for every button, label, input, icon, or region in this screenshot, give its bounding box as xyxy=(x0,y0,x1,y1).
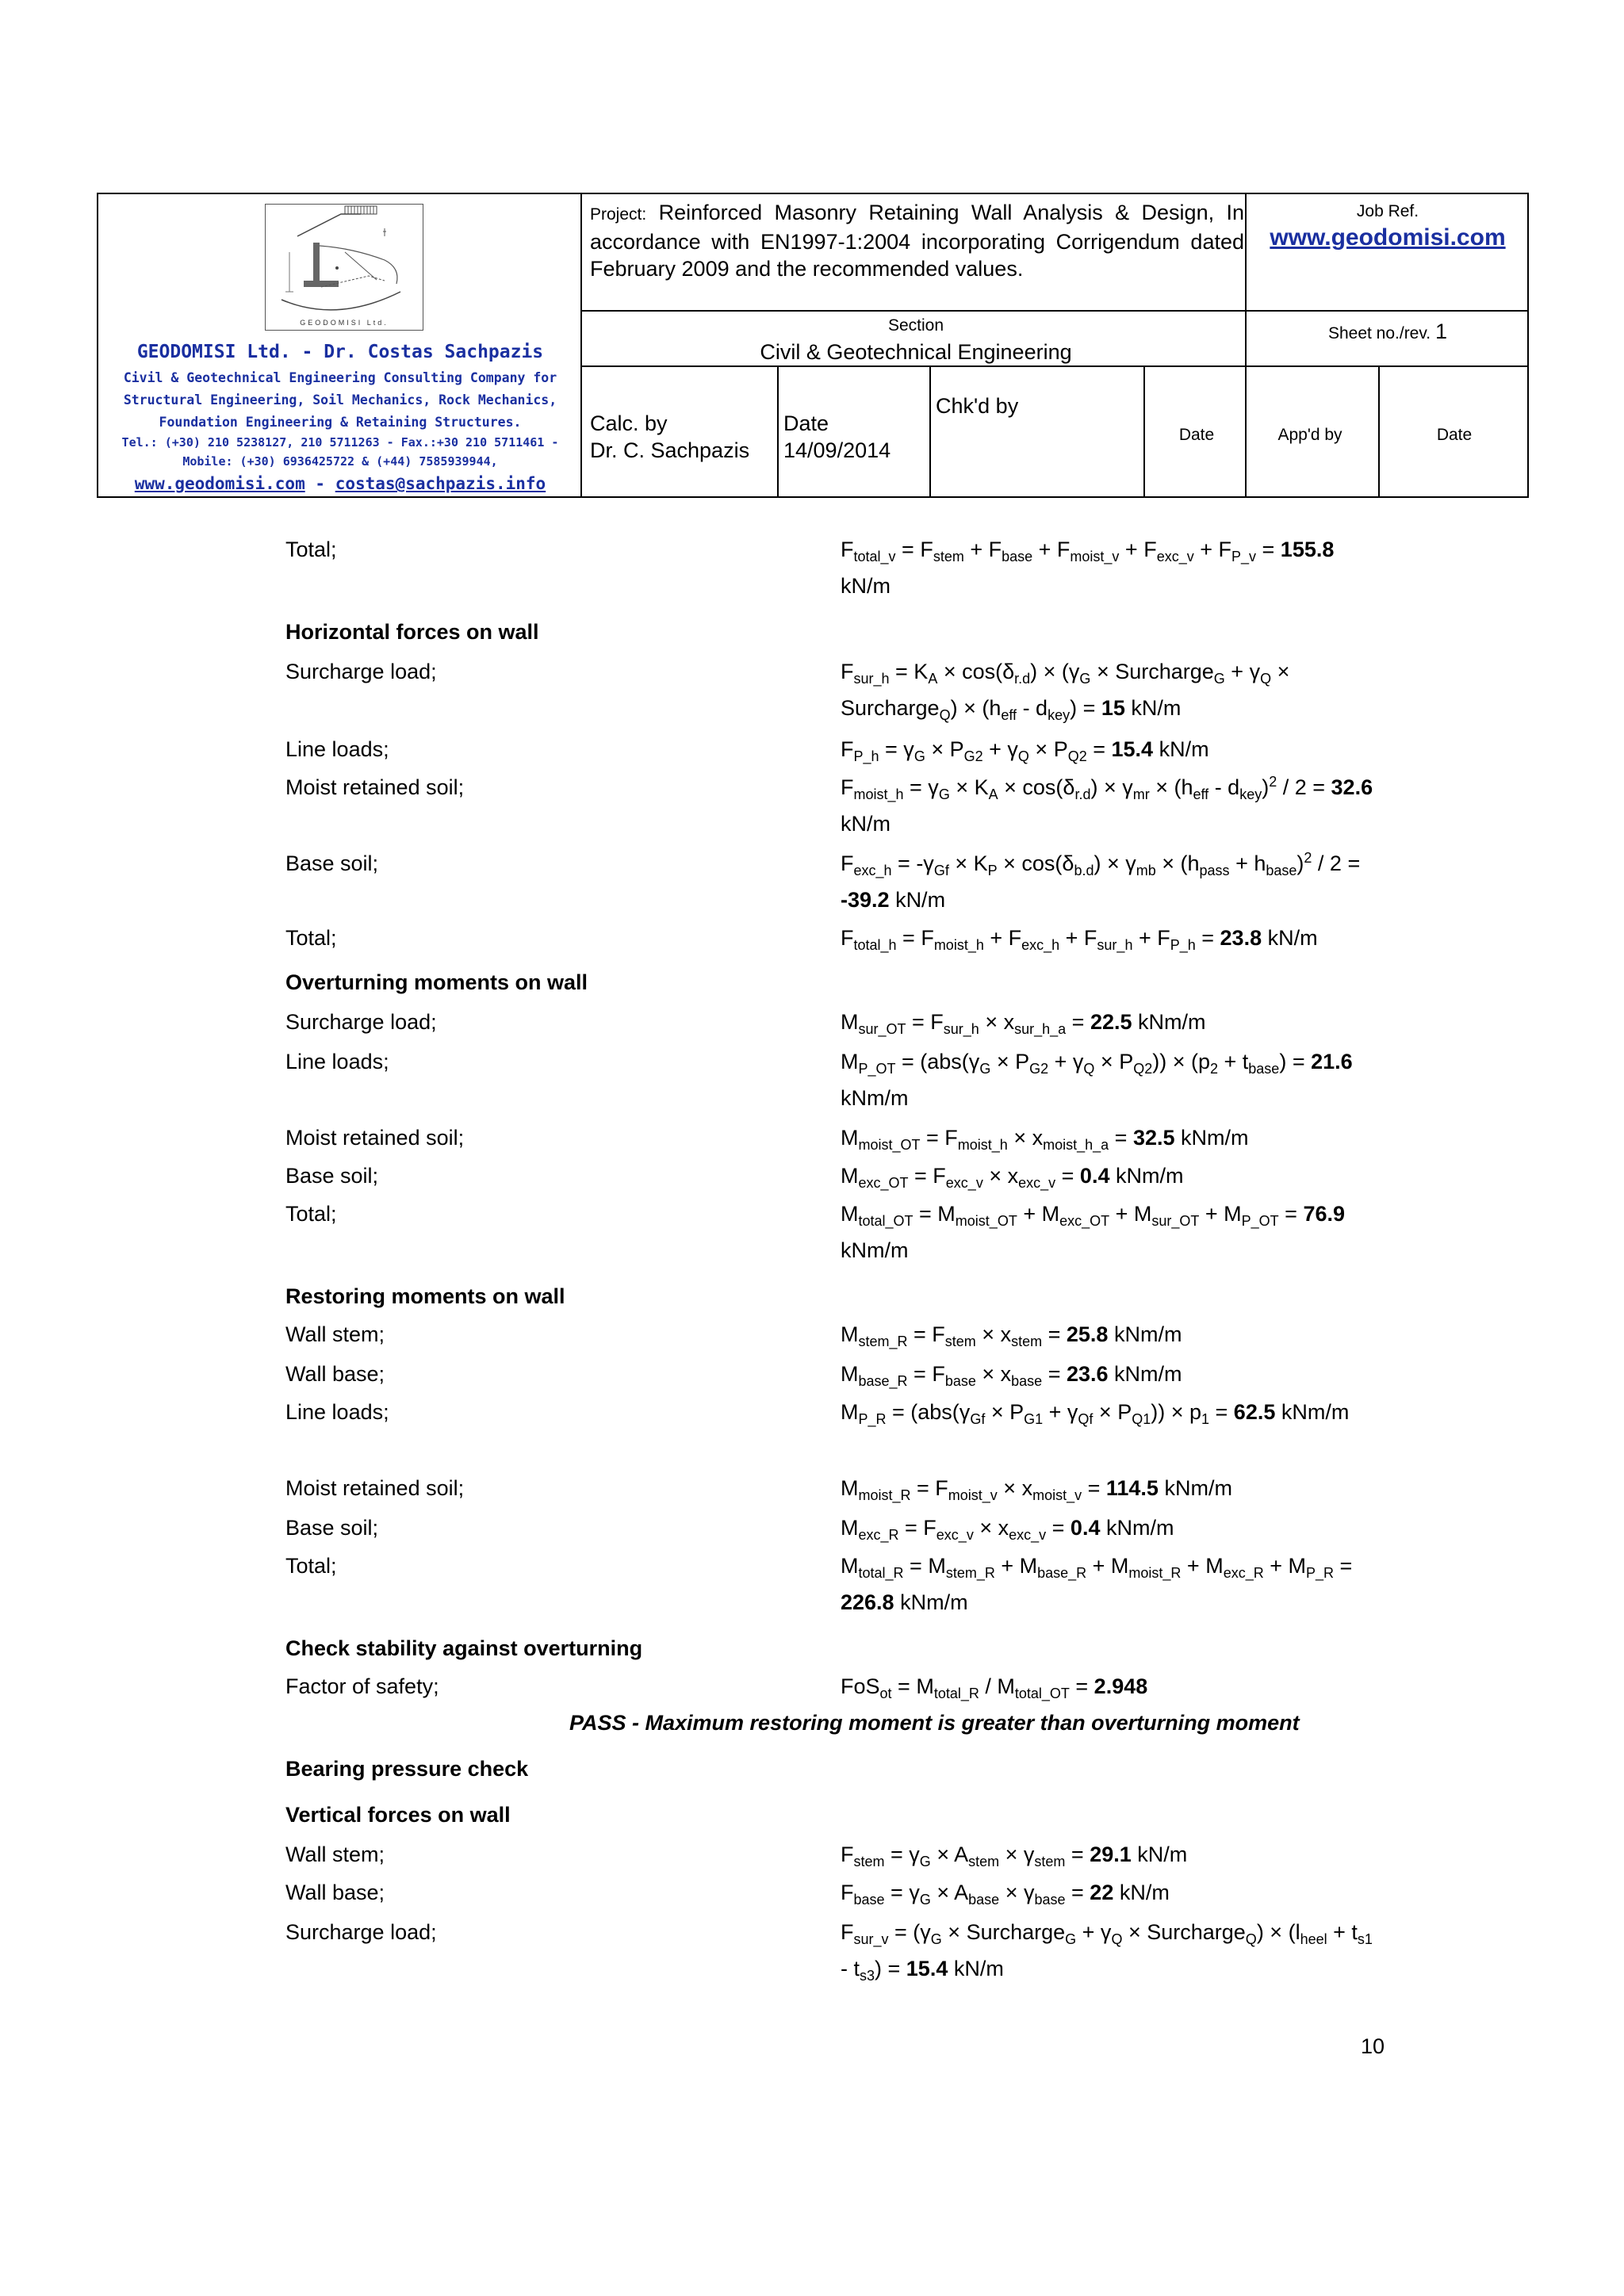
result-unit: kN/m xyxy=(1131,696,1182,720)
divider xyxy=(580,365,1529,367)
sheet-field xyxy=(1247,320,1529,344)
company-website-link[interactable]: www.geodomisi.com xyxy=(134,474,305,493)
sheet-label: Sheet no./rev. xyxy=(1327,324,1431,342)
result-unit: kN/m xyxy=(895,888,946,912)
page-number: 10 xyxy=(1361,2034,1385,2058)
result-unit: kNm/m xyxy=(1281,1400,1350,1424)
section-heading: Check stability against overturning xyxy=(285,1636,643,1660)
equation: $F_{total\_v} = F_{stem} + F_{base} + F_{moist\_v} + F_{exc\_v} + F_{P\_v} = 155.8$ kN/m xyxy=(841,538,1335,598)
result-unit: kN/m xyxy=(1159,737,1209,761)
result-value: 2.948 xyxy=(1094,1674,1148,1698)
row-label: Total; xyxy=(285,538,337,561)
row-label: Wall stem; xyxy=(285,1322,385,1346)
result-unit: kNm/m xyxy=(1181,1126,1249,1150)
calc-by-label: Calc. by xyxy=(590,411,668,435)
result-value: 22.5 xyxy=(1090,1010,1132,1034)
equation: $M_{sur\_OT} = F_{sur\_h} \times x_{sur\_h\_a} = 22.5$ kNm/m xyxy=(841,1010,1206,1037)
row-label: Factor of safety; xyxy=(285,1674,439,1698)
section-value: Civil & Geotechnical Engineering xyxy=(760,340,1072,364)
project-label: Project: xyxy=(590,205,647,224)
sheet-value: 1 xyxy=(1435,320,1448,343)
result-value: 32.6 xyxy=(1331,775,1373,799)
result-unit: kNm/m xyxy=(1114,1362,1182,1386)
date-field xyxy=(783,410,891,464)
result-value: 22 xyxy=(1090,1881,1114,1904)
row-label: Surcharge load; xyxy=(285,1920,437,1944)
result-value: 32.5 xyxy=(1132,1126,1175,1150)
company-email-link[interactable]: costas@sachpazis.info xyxy=(335,474,546,493)
equation: $M_{exc\_R} = F_{exc\_v} \times x_{exc\_v} = 0.4$ kNm/m xyxy=(841,1516,1174,1543)
result-unit: kNm/m xyxy=(1115,1164,1184,1188)
row-label: Line loads; xyxy=(285,1400,389,1424)
result-value: 25.8 xyxy=(1066,1322,1109,1346)
result-unit: kNm/m xyxy=(841,1238,909,1262)
section-heading: Bearing pressure check xyxy=(285,1757,529,1781)
row-label: Wall base; xyxy=(285,1881,385,1904)
result-value: 0.4 xyxy=(1070,1516,1101,1540)
company-line: Tel.: (+30) 210 5238127, 210 5711263 - Fax.:+30 210 5711461 - xyxy=(121,435,559,450)
equation: $F_{exc\_h} = -\gamma_{Gf} \times K_P \times \cos(\delta_{b.d}) \times \gamma_{mb} \times (h_{pass} + h_{base})^2 / 2 = -39.2$ kN/m xyxy=(841,850,1361,912)
equation: $M_{moist\_OT} = F_{moist\_h} \times x_{moist\_h\_a} = 32.5$ kNm/m xyxy=(841,1126,1249,1153)
date-label: Date xyxy=(783,411,829,435)
row-label: Wall stem; xyxy=(285,1843,385,1866)
project-text: Reinforced Masonry Retaining Wall Analysis & Design, In accordance with EN1997-1:2004 incorporating Corrigendum dated February 2009 and the recommended values. xyxy=(590,201,1244,281)
logo-tagline: GEODOMISI Ltd. xyxy=(300,319,389,327)
company-links xyxy=(98,474,582,493)
result-value: 21.6 xyxy=(1311,1050,1353,1073)
row-label: Base soil; xyxy=(285,1164,379,1188)
row-label: Base soil; xyxy=(285,851,379,875)
row-label: Moist retained soil; xyxy=(285,1476,465,1500)
divider xyxy=(580,310,1529,312)
equation: $M_{moist\_R} = F_{moist\_v} \times x_{moist\_v} = 114.5$ kNm/m xyxy=(841,1476,1232,1503)
equation: $M_{exc\_OT} = F_{exc\_v} \times x_{exc\_v} = 0.4$ kNm/m xyxy=(841,1164,1184,1191)
result-value: 76.9 xyxy=(1303,1202,1346,1226)
result-unit: kNm/m xyxy=(900,1590,968,1614)
result-value: 155.8 xyxy=(1280,538,1335,561)
section-heading: Overturning moments on wall xyxy=(285,970,588,994)
result-value: 15.4 xyxy=(906,1957,948,1980)
equation: $F_{sur\_h} = K_A \times \cos(\delta_{r.d}) \times (\gamma_G$ × Surcharge$_G$ + $\gamma_Q$ × Surcharge$_Q$) × $(h_{eff} - d_{key}) = 15$ kN/m xyxy=(841,660,1290,723)
job-ref-label: Job Ref. xyxy=(1356,202,1419,220)
result-value: 226.8 xyxy=(841,1590,894,1614)
retaining-wall-logo-icon xyxy=(266,205,423,330)
date-value: 14/09/2014 xyxy=(783,438,891,462)
result-value: 29.1 xyxy=(1090,1843,1132,1866)
result-value: 23.8 xyxy=(1220,926,1262,950)
result-unit: kN/m xyxy=(1137,1843,1188,1866)
row-label: Base soil; xyxy=(285,1516,379,1540)
equation: $M_{total\_OT} = M_{moist\_OT} + M_{exc\_OT} + M_{sur\_OT} + M_{P\_OT} = 76.9$ kNm/m xyxy=(841,1202,1346,1262)
result-value: 15 xyxy=(1101,696,1125,720)
calc-by-field xyxy=(590,410,749,464)
job-ref-link[interactable]: www.geodomisi.com xyxy=(1270,224,1506,251)
company-name: GEODOMISI Ltd. - Dr. Costas Sachpazis xyxy=(136,342,544,362)
company-line: Foundation Engineering & Retaining Structures. xyxy=(159,415,522,430)
company-line: Mobile: (+30) 6936425722 & (+44) 7585939944, xyxy=(182,454,498,469)
section-label: Section xyxy=(887,316,944,335)
row-label: Total; xyxy=(285,1554,337,1578)
equation: $M_{P\_R} = (abs(\gamma_{Gf} \times P_{G1} + \gamma_{Qf} \times P_{Q1})) \times p_1 = 62.5$ kNm/m xyxy=(841,1400,1350,1427)
result-unit: kN/m xyxy=(953,1957,1004,1980)
result-unit: kNm/m xyxy=(1138,1010,1206,1034)
approved-by-label: App'd by xyxy=(1277,426,1342,444)
result-unit: kN/m xyxy=(1267,926,1318,950)
row-label: Surcharge load; xyxy=(285,660,437,683)
equation: $F_{moist\_h} = \gamma_G \times K_A \times \cos(\delta_{r.d}) \times \gamma_{mr} \times (h_{eff} - d_{key})^2 / 2 = 32.6$ kN/m xyxy=(841,774,1373,836)
header-table xyxy=(97,193,1529,498)
project-field xyxy=(590,199,1244,282)
result-unit: kN/m xyxy=(841,574,891,598)
result-unit: kNm/m xyxy=(841,1086,909,1110)
result-value: -39.2 xyxy=(841,888,890,912)
divider xyxy=(929,365,931,496)
row-label: Line loads; xyxy=(285,737,389,761)
calc-by-value: Dr. C. Sachpazis xyxy=(590,438,750,462)
checked-by-label: Chk'd by xyxy=(936,394,1019,418)
link-separator: - xyxy=(315,474,326,493)
equation: $M_{total\_R} = M_{stem\_R} + M_{base\_R} + M_{moist\_R} + M_{exc\_R} + M_{P\_R} = 226.8$ kNm/m xyxy=(841,1554,1353,1614)
equation: $F_{P\_h} = \gamma_G \times P_{G2} + \gamma_Q \times P_{Q2} = 15.4$ kN/m xyxy=(841,737,1209,764)
result-unit: kNm/m xyxy=(1113,1322,1182,1346)
row-label: Total; xyxy=(285,1202,337,1226)
equation: $F_{total\_h} = F_{moist\_h} + F_{exc\_h} + F_{sur\_h} + F_{P\_h} = 23.8$ kN/m xyxy=(841,926,1318,953)
company-logo xyxy=(265,204,423,331)
equation: $F_{stem} = \gamma_G \times A_{stem} \times \gamma_{stem} = 29.1$ kN/m xyxy=(841,1843,1188,1869)
company-line: Civil & Geotechnical Engineering Consulting Company for xyxy=(123,370,557,385)
company-line: Structural Engineering, Soil Mechanics, Rock Mechanics, xyxy=(123,392,557,408)
equation: $F_{sur\_v} = (\gamma_G$ × Surcharge$_G$ + $\gamma_Q$ × Surcharge$_Q$) × $(l_{heel} + t_{s1} - t_{s3}) = 15.4$ kN/m xyxy=(841,1920,1373,1984)
company-block xyxy=(98,194,582,496)
row-label: Wall base; xyxy=(285,1362,385,1386)
equation: $M_{base\_R} = F_{base} \times x_{base} = 23.6$ kNm/m xyxy=(841,1362,1182,1389)
checked-date-label: Date xyxy=(1178,426,1215,444)
row-label: Total; xyxy=(285,926,337,950)
equation: $F_{base} = \gamma_G \times A_{base} \times \gamma_{base} = 22$ kN/m xyxy=(841,1881,1170,1908)
result-value: 114.5 xyxy=(1105,1476,1159,1500)
result-unit: kNm/m xyxy=(1105,1516,1174,1540)
approved-date-label: Date xyxy=(1436,426,1473,444)
result-value: 0.4 xyxy=(1079,1164,1110,1188)
section-heading: Restoring moments on wall xyxy=(285,1284,565,1308)
result-value: 23.6 xyxy=(1066,1362,1109,1386)
result-value: 62.5 xyxy=(1233,1400,1276,1424)
section-heading: Horizontal forces on wall xyxy=(285,620,539,644)
result-unit: kN/m xyxy=(1119,1881,1170,1904)
result-unit: kN/m xyxy=(841,812,891,836)
equation: $FoS_{ot} = M_{total\_R} / M_{total\_OT} = 2.948$ xyxy=(841,1674,1148,1701)
row-label: Surcharge load; xyxy=(285,1010,437,1034)
result-value: 15.4 xyxy=(1111,737,1154,761)
result-unit: kNm/m xyxy=(1164,1476,1232,1500)
row-label: Moist retained soil; xyxy=(285,1126,465,1150)
pass-message: PASS - Maximum restoring moment is greater than overturning moment xyxy=(569,1711,1300,1735)
equation: $M_{P\_OT} = (abs(\gamma_G \times P_{G2} + \gamma_Q \times P_{Q2})) \times (p_2 + t_{base}) = 21.6$ kNm/m xyxy=(841,1050,1353,1110)
section-heading: Vertical forces on wall xyxy=(285,1803,511,1827)
row-label: Line loads; xyxy=(285,1050,389,1073)
row-label: Moist retained soil; xyxy=(285,775,465,799)
divider xyxy=(777,365,779,496)
equation: $M_{stem\_R} = F_{stem} \times x_{stem} = 25.8$ kNm/m xyxy=(841,1322,1182,1349)
